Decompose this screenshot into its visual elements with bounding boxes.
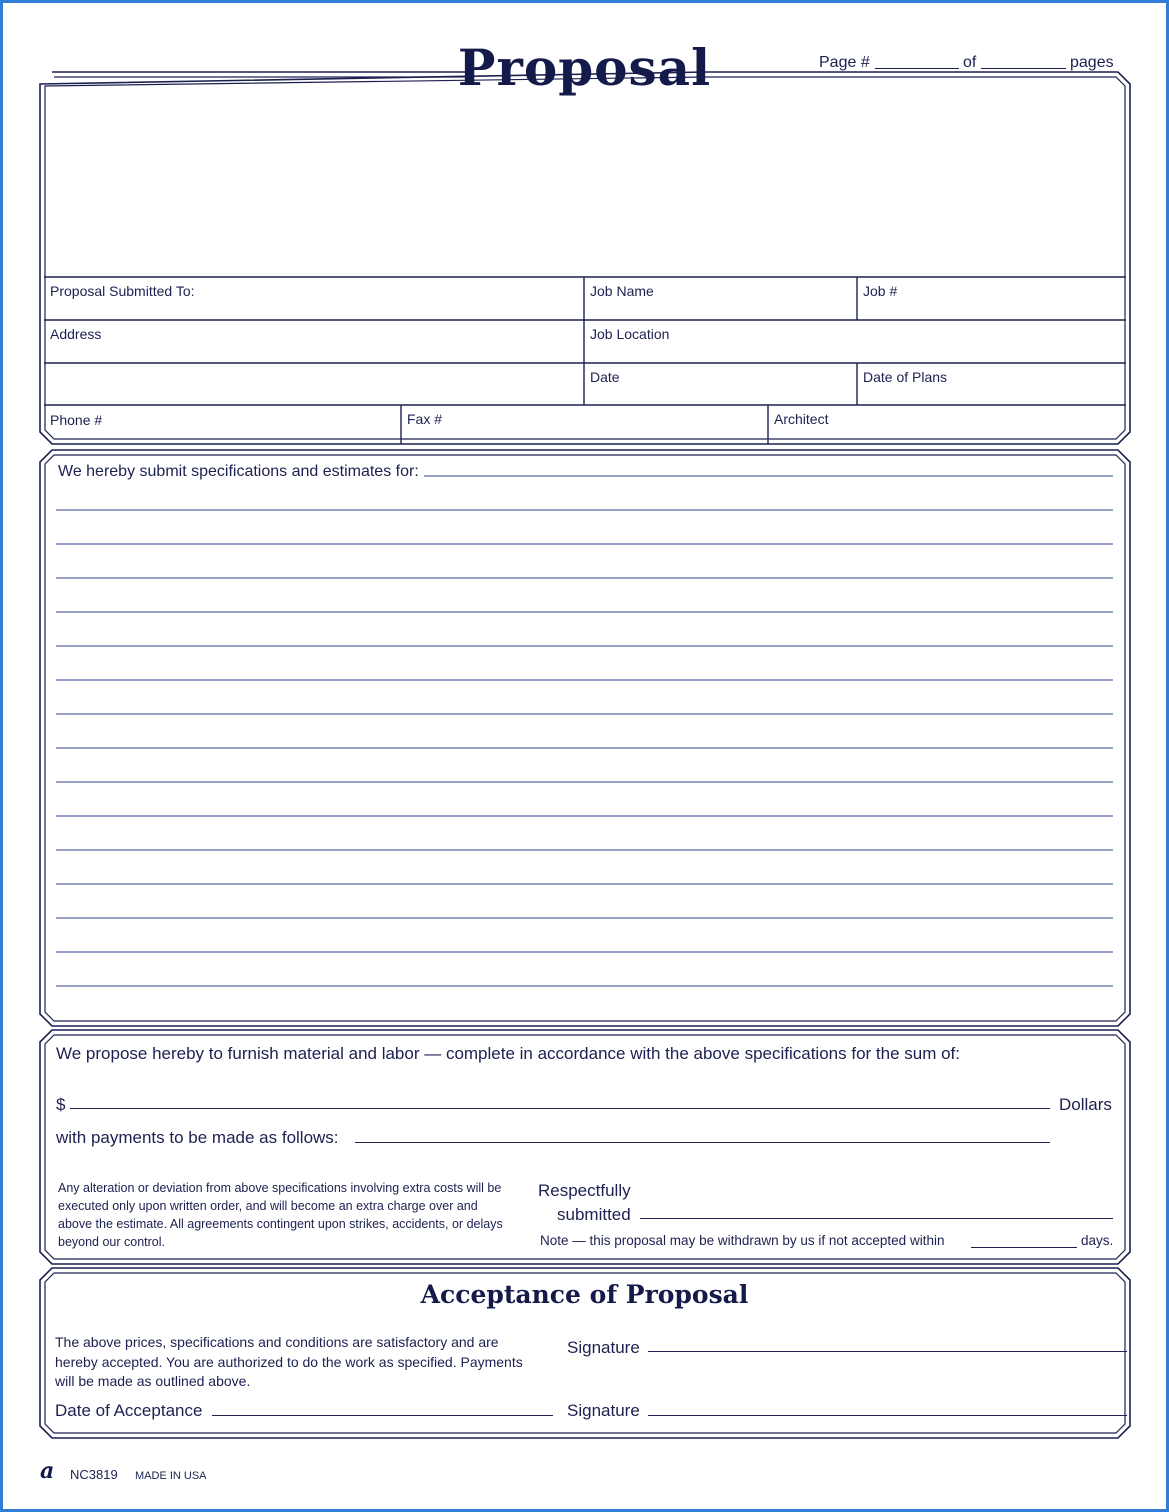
brand-logo: a	[40, 1458, 55, 1484]
specifications-lines[interactable]	[56, 478, 1114, 988]
signature-label-1: Signature	[567, 1338, 640, 1357]
submitted-label: submitted	[557, 1205, 631, 1224]
date-of-acceptance-label: Date of Acceptance	[55, 1401, 203, 1420]
page-of-label: of	[963, 54, 977, 71]
respectfully-label: Respectfully	[538, 1181, 631, 1200]
sum-field[interactable]	[70, 1108, 1050, 1109]
submitted-to-label: Proposal Submitted To:	[50, 283, 195, 299]
job-number-label: Job #	[863, 283, 898, 299]
job-location-label: Job Location	[590, 326, 670, 342]
page-title: Proposal	[457, 38, 712, 97]
days-label: days.	[1081, 1233, 1114, 1248]
submitted-signature-field[interactable]	[640, 1218, 1113, 1219]
signature-label-2: Signature	[567, 1401, 640, 1420]
signature-field-2[interactable]	[648, 1415, 1127, 1416]
specifications-intro: We hereby submit specifications and estimates for:	[58, 463, 419, 480]
payments-field[interactable]	[355, 1142, 1050, 1143]
pricing-statement: We propose hereby to furnish material and labor — complete in accordance with the above specifications for the sum of:	[56, 1044, 960, 1063]
date-of-plans-label: Date of Plans	[863, 369, 948, 385]
dollar-sign: $	[56, 1095, 66, 1114]
days-field[interactable]	[971, 1247, 1077, 1248]
dollars-label: Dollars	[1059, 1095, 1112, 1114]
phone-label: Phone #	[50, 412, 103, 428]
page-number-field[interactable]	[875, 68, 959, 69]
payments-label: with payments to be made as follows:	[56, 1128, 339, 1147]
signature-field-1[interactable]	[648, 1351, 1127, 1352]
pages-label: pages	[1070, 54, 1114, 71]
address-label: Address	[50, 326, 102, 342]
acceptance-text: The above prices, specifications and conditions are satisfactory and are hereby accepted. You are authorized to do the work as specified. Payments will be made as outlined above.	[55, 1334, 523, 1389]
letterhead-area[interactable]	[48, 82, 1122, 274]
job-name-label: Job Name	[590, 283, 654, 299]
made-in-label: MADE IN USA	[135, 1470, 207, 1482]
total-pages-field[interactable]	[981, 68, 1066, 69]
date-label: Date	[590, 369, 620, 385]
architect-label: Architect	[774, 411, 829, 427]
disclaimer-text: Any alteration or deviation from above specifications involving extra costs will be executed only upon written order, and will become an extra charge over and above the estimate. All agreements contingent upon strikes, accidents, or delays beyond our control.	[58, 1181, 503, 1249]
page-number-label: Page #	[819, 54, 870, 71]
withdrawal-note: Note — this proposal may be withdrawn by us if not accepted within	[540, 1233, 945, 1248]
acceptance-title: Acceptance of Proposal	[420, 1280, 749, 1309]
fax-label: Fax #	[407, 411, 443, 427]
date-of-acceptance-field[interactable]	[212, 1415, 553, 1416]
form-number: NC3819	[70, 1467, 118, 1482]
